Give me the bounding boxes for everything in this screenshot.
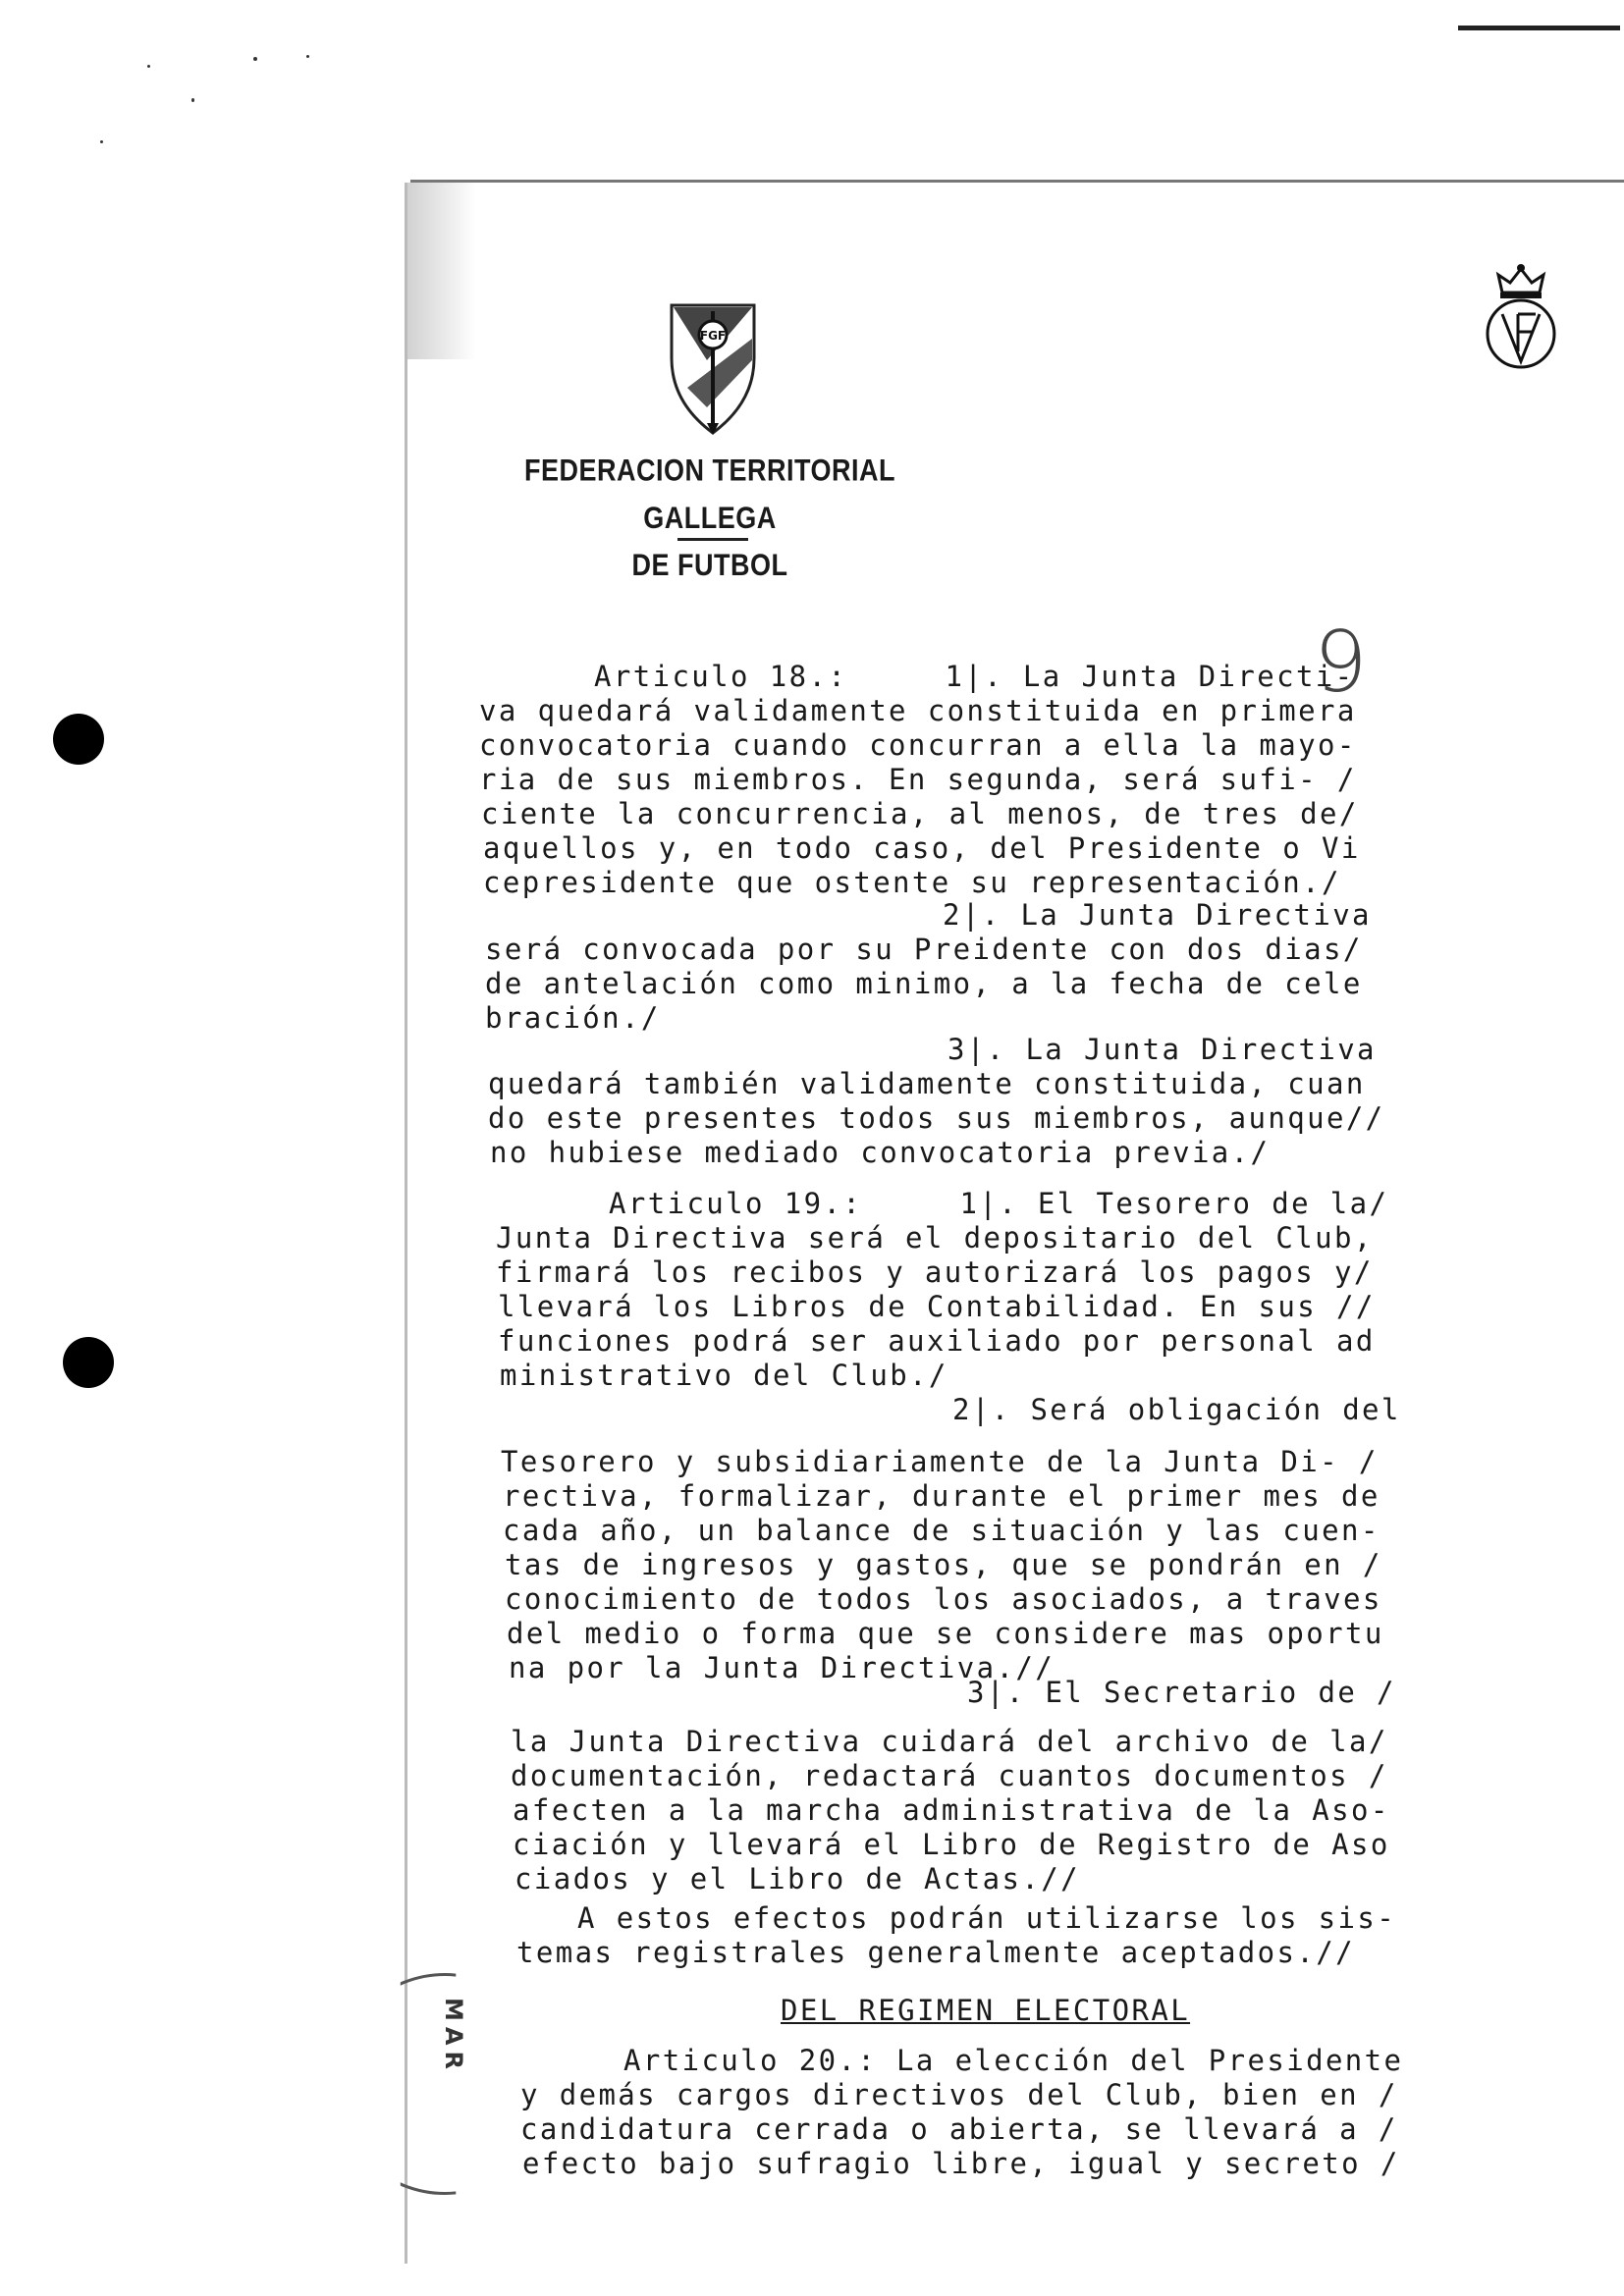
art20-line: Articulo 20.: La elección del Presidente [623,2044,1404,2077]
art19-line: documentación, redactará cuantos documentos / [511,1759,1388,1792]
art18-line: ciente la concurrencia, al menos, de tres de/ [481,797,1359,830]
art19-line: temas registrales generalmente aceptados.// [516,1936,1355,1969]
art18-line: do este presentes todos sus miembros, aunque// [488,1101,1385,1135]
art19-line: Articulo 19.: 1|. El Tesorero de la/ [609,1187,1389,1220]
punch-hole-top [53,714,104,765]
punch-hole-bottom [63,1337,114,1388]
art19-line: conocimiento de todos los asociados, a traves [505,1582,1382,1616]
art19-line: afecten a la marcha administrativa de la Aso- [513,1793,1390,1827]
art18-line: aquellos y, en todo caso, del Presidente o Vi [483,831,1361,865]
art18-line: 2|. La Junta Directiva [943,898,1372,932]
art19-line: 2|. Será obligación del [952,1393,1401,1426]
art19-line: del medio o forma que se considere mas oportu [507,1617,1384,1650]
scan-speck [253,57,257,61]
art19-line: rectiva, formalizar, durante el primer mes de [503,1479,1380,1513]
stamp-text: MAR [440,1998,467,2075]
federation-shield-logo [668,299,758,437]
page-edge-left [405,183,407,2264]
art18-line: quedará también validamente constituida, cuan [488,1067,1366,1100]
art19-line: tas de ingresos y gastos, que se pondrán en / [505,1548,1382,1581]
art19-line: Junta Directiva será el depositario del Club, [496,1221,1374,1255]
title-underline [677,538,748,541]
federation-name [479,447,941,589]
art19-line: la Junta Directiva cuidará del archivo de la/ [511,1725,1388,1758]
art19-line: Tesorero y subsidiariamente de la Junta Di- / [501,1445,1379,1478]
art20-line: efecto bajo sufragio libre, igual y secreto / [522,2147,1400,2180]
page-shadow [407,183,476,359]
art18-line: de antelación como minimo, a la fecha de cele [485,967,1363,1000]
art18-line: 3|. La Junta Directiva [947,1033,1377,1066]
art20-line: candidatura cerrada o abierta, se llevará a / [520,2112,1398,2146]
scan-speck [100,140,103,143]
art18-line: bración./ [485,1001,661,1035]
art19-line: firmará los recibos y autorizará los pagos y/ [496,1255,1374,1289]
scan-edge-line [1458,26,1620,30]
art19-line: 3|. El Secretario de / [967,1676,1396,1709]
art18-line: Articulo 18.: 1|. La Junta Directi- [594,660,1355,693]
art20-line: y demás cargos directivos del Club, bien en / [520,2078,1398,2111]
section-heading-regimen-electoral: DEL REGIMEN ELECTORAL [781,1994,1191,2027]
art18-line: no hubiese mediado convocatoria previa./ [490,1136,1271,1169]
page-edge-top [410,180,1624,183]
handwritten-page-number: 9 [1314,614,1368,712]
federation-name-line1: FEDERACION TERRITORIAL GALLEGA [523,453,895,535]
art19-line: ciación y llevará el Libro de Registro de Aso [513,1828,1390,1861]
art19-line: na por la Junta Directiva.// [509,1651,1056,1684]
art18-line: convocatoria cuando concurran a ella la mayo- [479,728,1357,762]
scan-speck [306,55,309,58]
scan-speck [191,98,194,102]
art19-line: funciones podrá ser auxiliado por personal ad [498,1324,1376,1358]
rfef-crown-emblem [1481,263,1561,377]
art18-line: será convocada por su Preidente con dos dias/ [485,933,1363,966]
art19-line: ciados y el Libro de Actas.// [514,1862,1080,1896]
federation-name-line2: DE FUTBOL [631,548,788,582]
art18-line: ria de sus miembros. En segunda, será sufi- / [479,763,1357,796]
svg-text:FGF: FGF [699,329,727,343]
art18-line: cepresidente que ostente su representación./ [483,866,1341,899]
scan-speck [147,65,150,68]
art19-line: llevará los Libros de Contabilidad. En sus // [498,1290,1376,1323]
art19-line: cada año, un balance de situación y las cuen- [503,1514,1380,1547]
art18-line: va quedará validamente constituida en primera [479,694,1357,727]
art19-line: A estos efectos podrán utilizarse los sis- [577,1901,1397,1935]
art19-line: ministrativo del Club./ [500,1359,948,1392]
